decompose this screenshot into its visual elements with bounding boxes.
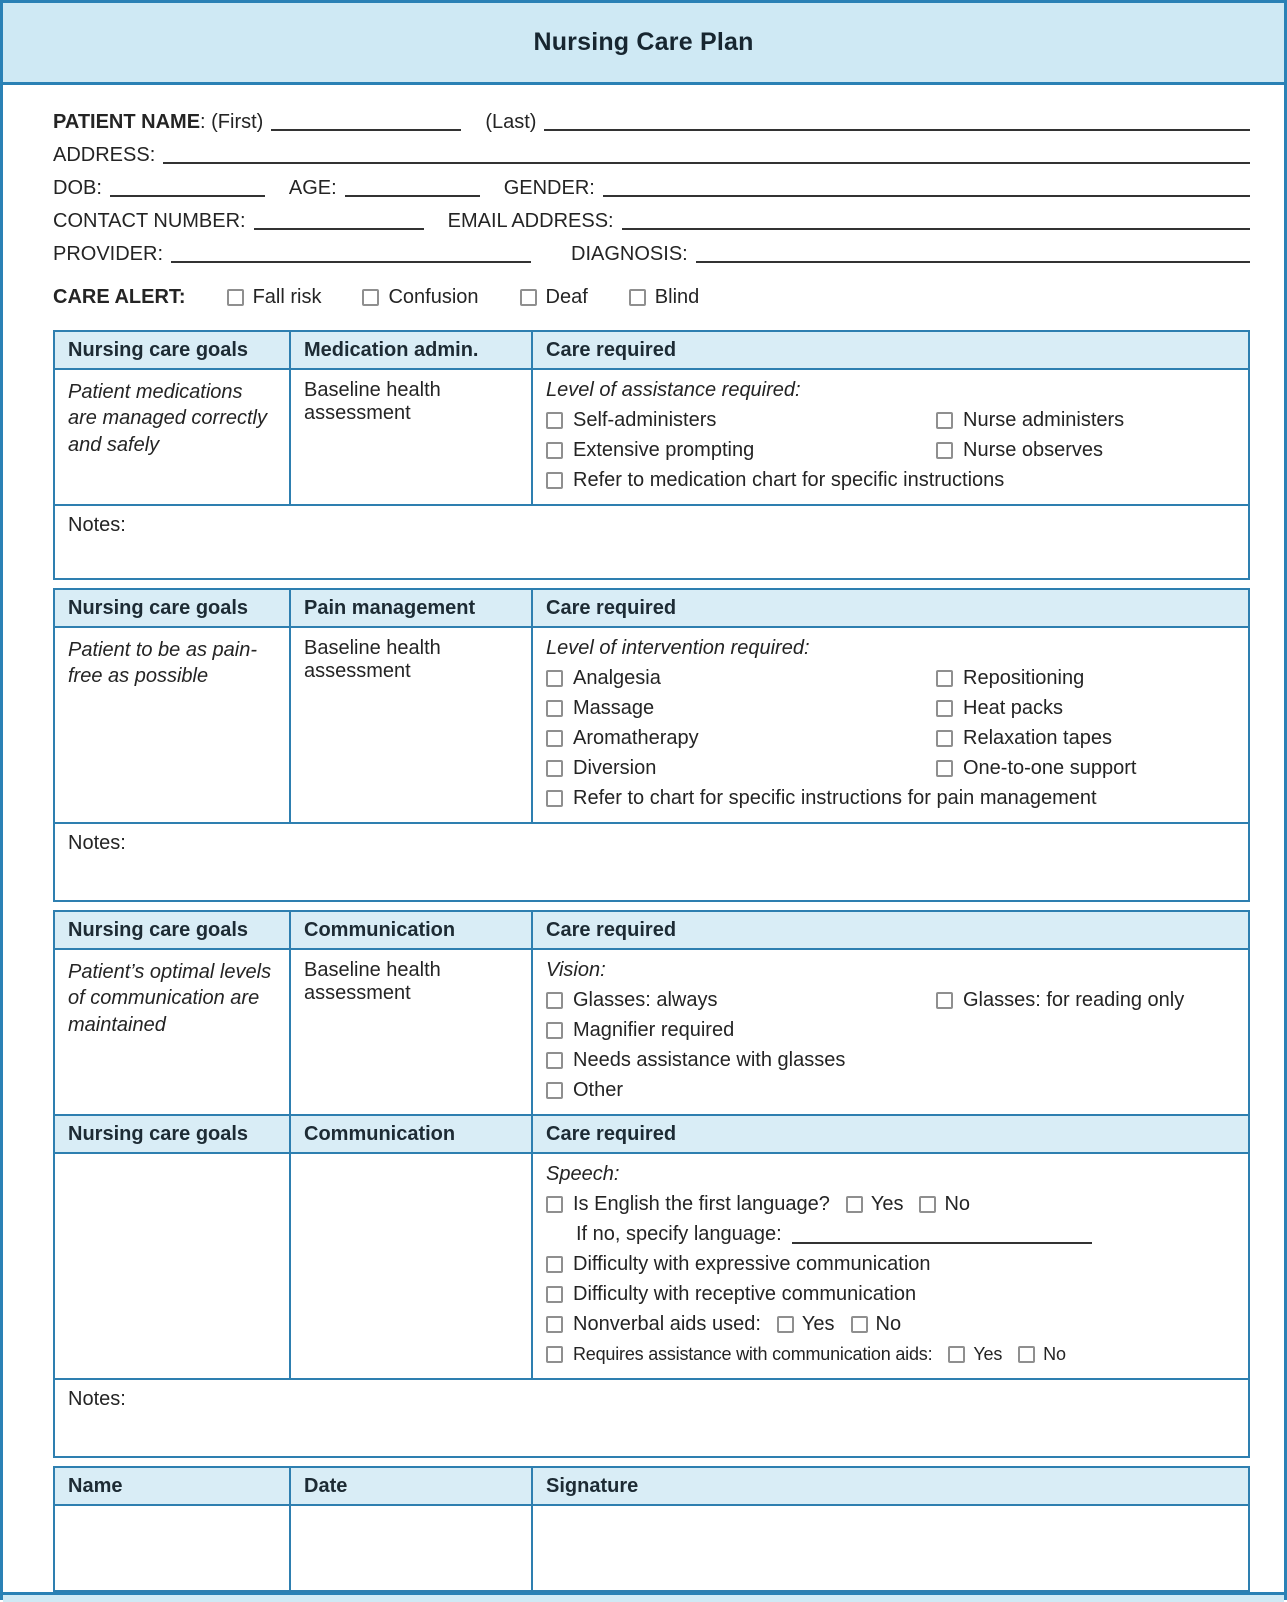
age-label: AGE:	[288, 177, 337, 199]
checkbox-nonverbal-aids-used-no[interactable]	[851, 1316, 868, 1333]
care-option	[936, 727, 1112, 750]
notes-cell[interactable]	[55, 1378, 1248, 1456]
care-option	[546, 1193, 970, 1216]
table-header-cell: Care required	[546, 597, 677, 619]
care-option	[936, 697, 1063, 720]
checkbox-label: Blind	[654, 285, 700, 308]
care-option	[546, 727, 936, 750]
email-line[interactable]	[622, 224, 1250, 230]
care-option	[546, 989, 936, 1012]
care-option-row	[546, 405, 1235, 435]
care-option-row	[546, 465, 1235, 495]
pain-table-header	[55, 590, 1248, 628]
care-option	[546, 787, 1097, 810]
checkbox-label: Diversion	[573, 756, 657, 779]
provider-label: PROVIDER:	[53, 243, 164, 265]
checkbox-aromatherapy[interactable]	[546, 730, 563, 747]
checkbox-glasses-always[interactable]	[546, 992, 563, 1009]
checkbox-requires-assistance-with-communication-aids-yes[interactable]	[948, 1346, 965, 1363]
care-options-list	[546, 1189, 1235, 1369]
checkbox-nurse-administers[interactable]	[936, 412, 953, 429]
communication-table-header	[55, 912, 1248, 950]
checkbox-is-english-the-first-language-yes[interactable]	[846, 1196, 863, 1213]
signoff-table-header	[55, 1468, 1248, 1506]
care-option-row	[546, 1249, 1235, 1279]
table-header-cell: Communication	[291, 912, 533, 948]
contact-email-row	[53, 200, 1250, 233]
checkbox-label: Is English the first language?	[573, 1192, 830, 1215]
care-option	[546, 1019, 734, 1042]
care-alert-option	[629, 286, 699, 309]
table-header-cell: Signature	[546, 1475, 639, 1497]
care-option-row	[546, 1339, 1235, 1369]
checkbox-is-english-the-first-language-no[interactable]	[919, 1196, 936, 1213]
table-header-cell: Nursing care goals	[55, 332, 291, 368]
checkbox-relaxation-tapes[interactable]	[936, 730, 953, 747]
checkbox-glasses-for-reading-only[interactable]	[936, 992, 953, 1009]
communication-vision-body	[55, 950, 1248, 1114]
nursing-care-goal-cell: Patient to be as pain-free as possible	[55, 628, 291, 822]
table-header-cell: Nursing care goals	[55, 912, 291, 948]
care-option	[546, 409, 936, 432]
contact-number-line[interactable]	[254, 224, 424, 230]
provider-line[interactable]	[171, 257, 531, 263]
care-required-cell	[533, 950, 1248, 1114]
care-option	[936, 667, 1084, 690]
care-option	[546, 1253, 931, 1276]
notes-cell[interactable]	[55, 504, 1248, 578]
email-label: EMAIL ADDRESS:	[447, 210, 614, 232]
care-option	[546, 469, 1004, 492]
table-header-cell: Name	[55, 1468, 291, 1504]
vision-title: Vision:	[546, 959, 606, 981]
care-alert-options	[186, 286, 700, 309]
checkbox-label: Other	[573, 1078, 624, 1101]
checkbox-magnifier-required[interactable]	[546, 1022, 563, 1039]
checkbox-analgesia[interactable]	[546, 670, 563, 687]
communication-speech-body	[55, 1154, 1248, 1378]
checkbox-self-administers[interactable]	[546, 412, 563, 429]
last-name-line[interactable]	[544, 125, 1250, 131]
care-option	[546, 1079, 623, 1102]
care-option-row	[546, 723, 1235, 753]
checkbox-label: One-to-one support	[963, 756, 1137, 779]
checkbox-needs-assistance-with-glasses[interactable]	[546, 1052, 563, 1069]
specify-language-line[interactable]	[792, 1236, 1092, 1244]
checkbox-label: Repositioning	[963, 666, 1085, 689]
checkbox-fall-risk[interactable]	[227, 289, 244, 306]
notes-label: Notes:	[68, 832, 126, 854]
checkbox-nonverbal-aids-used[interactable]	[546, 1316, 563, 1333]
table-header-cell: Care required	[546, 339, 677, 361]
notes-cell[interactable]	[55, 822, 1248, 900]
pain-table	[53, 588, 1250, 902]
signature-field[interactable]	[533, 1506, 1248, 1590]
care-option	[546, 697, 936, 720]
empty-assessment-cell	[291, 1154, 533, 1378]
form-content	[3, 85, 1284, 1592]
checkbox-label: Relaxation tapes	[963, 726, 1112, 749]
care-option-row	[546, 1189, 1235, 1219]
checkbox-label: No	[1043, 1343, 1066, 1364]
checkbox-refer-to-medication-chart-for-specific-instructions[interactable]	[546, 472, 563, 489]
checkbox-repositioning[interactable]	[936, 670, 953, 687]
checkbox-is-english-the-first-language[interactable]	[546, 1196, 563, 1213]
date-field[interactable]	[291, 1506, 533, 1590]
checkbox-difficulty-with-expressive-communication[interactable]	[546, 1256, 563, 1273]
page-title: Nursing Care Plan	[533, 28, 754, 56]
care-option-row	[546, 1219, 1235, 1249]
table-header-cell: Medication admin.	[291, 332, 533, 368]
care-option	[936, 409, 1124, 432]
first-name-label: : (First)	[200, 111, 264, 133]
checkbox-label: Nurse administers	[963, 408, 1125, 431]
care-alert-option	[227, 286, 322, 309]
care-option-row	[546, 1045, 1235, 1075]
care-required-cell	[533, 628, 1248, 822]
gender-line[interactable]	[603, 191, 1250, 197]
table-header-cell: Nursing care goals	[55, 590, 291, 626]
checkbox-label: Refer to medication chart for specific instructions	[573, 468, 1005, 491]
table-header-cell: Date	[291, 1468, 533, 1504]
checkbox-heat-packs[interactable]	[936, 700, 953, 717]
checkbox-deaf[interactable]	[520, 289, 537, 306]
checkbox-massage[interactable]	[546, 700, 563, 717]
medication-table-body	[55, 370, 1248, 504]
medication-table	[53, 330, 1250, 580]
care-option	[546, 1313, 901, 1336]
checkbox-label: Aromatherapy	[573, 726, 699, 749]
address-line[interactable]	[163, 158, 1250, 164]
notes-label: Notes:	[68, 1388, 126, 1410]
assessment-cell: Baseline health assessment	[291, 370, 533, 504]
checkbox-label: Requires assistance with communication aids:	[573, 1343, 933, 1364]
table-header-cell: Pain management	[291, 590, 533, 626]
nursing-care-goal-cell: Patient medications are managed correctly and safely	[55, 370, 291, 504]
checkbox-label: If no, specify language:	[576, 1222, 782, 1245]
care-option	[546, 1283, 916, 1306]
checkbox-diversion[interactable]	[546, 760, 563, 777]
checkbox-requires-assistance-with-communication-aids-no[interactable]	[1018, 1346, 1035, 1363]
care-option	[936, 757, 1136, 780]
checkbox-nonverbal-aids-used-yes[interactable]	[777, 1316, 794, 1333]
care-option-row	[546, 985, 1235, 1015]
checkbox-label: Yes	[870, 1192, 904, 1215]
care-option-row	[546, 783, 1235, 813]
care-option-row	[546, 1279, 1235, 1309]
table-header-cell: Care required	[546, 1123, 677, 1145]
assessment-cell: Baseline health assessment	[291, 628, 533, 822]
checkbox-label: Difficulty with expressive communication	[573, 1252, 931, 1275]
checkbox-difficulty-with-receptive-communication[interactable]	[546, 1286, 563, 1303]
checkbox-label: Extensive prompting	[573, 438, 755, 461]
table-header-cell: Care required	[546, 919, 677, 941]
checkbox-label: No	[875, 1312, 902, 1335]
empty-goal-cell	[55, 1154, 291, 1378]
checkbox-requires-assistance-with-communication-aids[interactable]	[546, 1346, 563, 1363]
checkbox-label: Heat packs	[963, 696, 1064, 719]
care-options-list	[546, 985, 1235, 1105]
care-required-cell	[533, 1154, 1248, 1378]
communication-table	[53, 910, 1250, 1458]
care-option	[936, 439, 1103, 462]
care-option	[546, 757, 936, 780]
form-title-bar	[3, 3, 1284, 85]
care-required-title: Level of assistance required:	[546, 379, 801, 401]
care-option-row	[546, 1015, 1235, 1045]
checkbox-nurse-observes[interactable]	[936, 442, 953, 459]
checkbox-label: Glasses: always	[573, 988, 718, 1011]
contact-number-label: CONTACT NUMBER:	[53, 210, 246, 232]
gender-label: GENDER:	[503, 177, 595, 199]
care-option-row	[546, 1309, 1235, 1339]
assessment-cell: Baseline health assessment	[291, 950, 533, 1114]
care-option	[546, 1049, 845, 1072]
checkbox-label: Magnifier required	[573, 1018, 735, 1041]
checkbox-label: Needs assistance with glasses	[573, 1048, 846, 1071]
care-required-cell	[533, 370, 1248, 504]
age-line[interactable]	[345, 191, 480, 197]
care-option-row	[546, 663, 1235, 693]
care-option-row	[546, 435, 1235, 465]
table-header-cell: Communication	[291, 1116, 533, 1152]
checkbox-label: No	[944, 1192, 971, 1215]
nursing-care-goal-cell: Patient’s optimal levels of communication are maintained	[55, 950, 291, 1114]
care-alert-row	[53, 282, 1250, 312]
care-option-row	[546, 753, 1235, 783]
care-option	[546, 667, 936, 690]
checkbox-label: Glasses: for reading only	[963, 988, 1185, 1011]
notes-label: Notes:	[68, 514, 126, 536]
checkbox-label: Refer to chart for specific instructions for pain management	[573, 786, 1097, 809]
checkbox-label: Difficulty with receptive communication	[573, 1282, 917, 1305]
checkbox-one-to-one-support[interactable]	[936, 760, 953, 777]
checkbox-other[interactable]	[546, 1082, 563, 1099]
footer-strip	[3, 1592, 1284, 1602]
checkbox-blind[interactable]	[629, 289, 646, 306]
signoff-table-body	[55, 1506, 1248, 1590]
care-option	[546, 1344, 1066, 1365]
care-required-title: Level of intervention required:	[546, 637, 810, 659]
diagnosis-line[interactable]	[696, 257, 1250, 263]
care-option-row	[546, 1075, 1235, 1105]
first-name-line[interactable]	[271, 125, 461, 131]
care-option	[546, 439, 936, 462]
care-alert-option	[362, 286, 478, 309]
checkbox-confusion[interactable]	[362, 289, 379, 306]
dob-line[interactable]	[110, 191, 265, 197]
diagnosis-label: DIAGNOSIS:	[571, 243, 688, 265]
checkbox-extensive-prompting[interactable]	[546, 442, 563, 459]
checkbox-refer-to-chart-for-specific-instructions-for-pain-management[interactable]	[546, 790, 563, 807]
provider-diagnosis-row	[53, 233, 1250, 266]
signoff-table	[53, 1466, 1250, 1592]
care-option-row	[546, 693, 1235, 723]
table-header-cell: Nursing care goals	[55, 1116, 291, 1152]
last-name-label: (Last)	[485, 111, 537, 133]
checkbox-label: Massage	[573, 696, 655, 719]
address-row	[53, 134, 1250, 167]
care-options-list	[546, 405, 1235, 495]
speech-title: Speech:	[546, 1163, 620, 1185]
checkbox-label: Yes	[801, 1312, 835, 1335]
communication-table-subheader	[55, 1114, 1248, 1154]
care-options-list	[546, 663, 1235, 813]
checkbox-label: Deaf	[545, 285, 588, 308]
checkbox-label: Analgesia	[573, 666, 661, 689]
dob-age-gender-row	[53, 167, 1250, 200]
checkbox-label: Nonverbal aids used:	[573, 1312, 761, 1335]
checkbox-label: Nurse observes	[963, 438, 1104, 461]
dob-label: DOB:	[53, 177, 102, 199]
medication-table-header	[55, 332, 1248, 370]
checkbox-label: Fall risk	[252, 285, 322, 308]
care-alert-option	[520, 286, 588, 309]
checkbox-label: Confusion	[388, 285, 479, 308]
checkbox-label: Yes	[973, 1343, 1003, 1364]
checkbox-label: Self-administers	[573, 408, 717, 431]
address-label: ADDRESS:	[53, 144, 156, 166]
patient-name-label: PATIENT NAME	[53, 111, 201, 133]
pain-table-body	[55, 628, 1248, 822]
name-field[interactable]	[55, 1506, 291, 1590]
care-alert-label: CARE ALERT:	[53, 285, 186, 308]
patient-name-row	[53, 101, 1250, 134]
care-option	[936, 989, 1184, 1012]
